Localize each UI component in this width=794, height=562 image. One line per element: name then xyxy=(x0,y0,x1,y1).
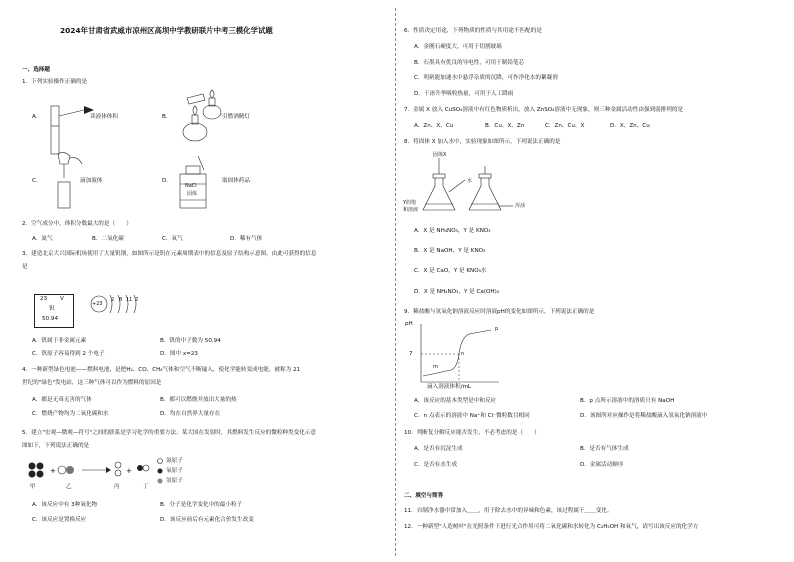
q3-stem-line-2: 是 xyxy=(22,264,28,270)
q10-option-b: B．是否有气体生成 xyxy=(580,446,629,452)
q3-option-b: B．钒的中子数为 50.94 xyxy=(160,338,221,344)
q5-option-d: D．该反应前后有元素化合价发生改变 xyxy=(160,517,254,523)
section-heading-fill: 二、填空与简答 xyxy=(404,493,444,499)
q1-bottle-label-2: 固体 xyxy=(187,191,198,197)
q4-option-b: B．都可以燃烧并放出大量的热 xyxy=(160,397,237,403)
q3-nucleus-charge: +23 xyxy=(92,301,103,307)
q2-option-c: C．氧气 xyxy=(162,236,183,242)
q4-stem-line-2: 世纪的"绿色"发电站，这三种气体可以作为燃料的原因是 xyxy=(22,380,162,386)
q6-option-d: D．干冰升华吸收热量，可用于人工降雨 xyxy=(414,91,514,97)
q6-stem: 6．性质决定用途，下列物质的性质与其用途不匹配的是 xyxy=(404,28,542,34)
q9-point-p: p xyxy=(495,326,499,332)
q8-label-y-2: 和溶液 xyxy=(403,207,419,213)
q3-cell-number: 23 xyxy=(40,296,48,302)
q9-option-b: B．p 点所示溶液中的溶质只有 NaOH xyxy=(580,398,675,404)
q7-option-a: A．Zn、X、Cu xyxy=(414,123,454,129)
q10-option-c: C．是否有水生成 xyxy=(414,462,458,468)
q3-option-c: C．钒原子容易得到 2 个电子 xyxy=(32,351,105,357)
q8-stem: 8．将固体 X 加入水中，实验现象如图所示，下列说法正确的是 xyxy=(404,139,561,145)
q2-option-a: A．氮气 xyxy=(32,236,53,242)
q3-shell-3: 11 xyxy=(126,297,133,303)
q9-option-a: A．该反应的基本类型是中和反应 xyxy=(414,398,497,404)
q3-cell-name: 钒 xyxy=(49,306,55,312)
q9-option-d: D．该图所对应操作是将稀盐酸滴入氢氧化钠溶液中 xyxy=(580,413,708,419)
q2-option-b: B．二氧化碳 xyxy=(92,236,124,242)
q9-y-tick-7: 7 xyxy=(409,351,413,357)
q4-option-d: D．均在自然界大量存在 xyxy=(160,411,221,417)
q1-option-c-text: 滴加液体 xyxy=(80,178,103,184)
q8-option-a: A．X 是 NH₄NO₃，Y 是 KNO₃ xyxy=(414,228,491,234)
q8-option-c: C．X 是 CaO，Y 是 KNO₃水 xyxy=(414,268,487,274)
q5-label-ding: 丁 xyxy=(143,484,149,490)
q1-stem: 1．下列实验操作正确的是 xyxy=(22,79,88,85)
q6-option-c: C．明矾能加速水中悬浮杂质的沉降，可作净化水的絮凝剂 xyxy=(414,75,558,81)
q8-label-solid: 固体X xyxy=(433,152,447,158)
q5-legend-1: 氮原子 xyxy=(166,458,183,464)
q1-option-b-text: 引燃酒精灯 xyxy=(222,114,250,120)
q3-shell-2: 8 xyxy=(119,297,123,303)
q5-legend-markers xyxy=(156,458,166,488)
q4-option-c: C．燃烧产物均为二氧化碳和水 xyxy=(32,411,109,417)
q3-shell-1: 2 xyxy=(111,297,115,303)
q5-legend-2: 氧原子 xyxy=(166,468,183,474)
q7-option-d: D．X、Zn、Cu xyxy=(610,123,650,129)
q5-label-yi: 乙 xyxy=(66,484,72,490)
q5-stem-line-2: 图如下，下列说法正确的是 xyxy=(22,443,90,449)
q4-option-a: A．都是无毒无害的气体 xyxy=(32,397,92,403)
q8-option-d: D．X 是 NH₄NO₃，Y 是 Ca(OH)₂ xyxy=(414,289,500,295)
q10-stem: 10．判断复分解反应能否发生，不必考虑的是（ ） xyxy=(404,430,540,436)
q11-text: 11．自制净水器中常加入＿＿，用于除去水中的异味和色素，该过程属于＿＿变化。 xyxy=(404,508,613,514)
q8-experiment-diagram xyxy=(409,150,549,216)
q5-reaction-diagram xyxy=(26,458,156,484)
q9-stem: 9．稀盐酸与氢氧化钠溶液反应时溶液pH的变化如图所示，下列说法正确的是 xyxy=(404,309,595,315)
q3-option-a: A．钒属于非金属元素 xyxy=(32,338,87,344)
q6-option-a: A．金刚石硬度大，可用于切割玻璃 xyxy=(414,44,502,50)
q5-option-c: C．该反应是置换反应 xyxy=(32,517,87,523)
q1-option-a-letter: A． xyxy=(32,114,42,120)
page-title: 2024年甘肃省武威市凉州区高坝中学教研联片中考三模化学试题 xyxy=(60,26,273,35)
q8-label-y-1: Y的饱 xyxy=(403,200,417,206)
q7-stem: 7．金属 X 放入 CuSO₄溶液中有红色物质析出，放入 ZnSO₄溶液中无现象，则三种金属活动性由强到弱排列的是 xyxy=(404,107,684,113)
q1-bottle-label-1: NaCl xyxy=(185,183,197,189)
q5-option-a: A．该反应中有 3种氧化物 xyxy=(32,502,98,508)
q6-option-b: B．石墨具有优良的导电性，可用于制铅笔芯 xyxy=(414,60,525,66)
q9-ph-curve-chart xyxy=(411,320,501,386)
q9-point-n: n xyxy=(461,351,465,357)
q5-option-b: B．分子是化学变化中的最小粒子 xyxy=(160,502,243,508)
q9-x-axis-label: 滴入溶液体积/mL xyxy=(427,384,472,390)
q8-label-turbid: 浑浊 xyxy=(515,203,526,209)
q5-legend-3: 氢原子 xyxy=(166,478,183,484)
q3-cell-mass: 50.94 xyxy=(42,316,59,322)
q3-option-d: D．图中 x=23 xyxy=(160,351,198,357)
q9-option-c: C．n 点表示的溶液中 Na⁺和 Cl⁻微粒数目相同 xyxy=(414,413,530,419)
q9-point-m: m xyxy=(433,364,438,370)
q10-option-a: A．是否有沉淀生成 xyxy=(414,446,463,452)
q3-cell-symbol: V xyxy=(60,296,64,302)
section-heading-choice: 一、选择题 xyxy=(22,67,50,73)
column-divider xyxy=(395,8,396,556)
q3-shell-4: 2 xyxy=(135,297,139,303)
q1-option-d-letter: D． xyxy=(162,178,172,184)
q7-option-b: B．Cu、X、Zn xyxy=(485,123,525,129)
q1-option-c-letter: C． xyxy=(32,178,42,184)
q4-stem-line-1: 4．一种新型绿色电池——燃料电池，是把H₂、CO、CH₄气体和空气不断输入，使化学能转变成电能，被称为 21 xyxy=(22,367,301,373)
q3-stem-line-1: 3．建造北京大兴国际机场使用了大量钒钢，如图所示是钒在元素周期表中的信息及原子结构示意图，由此可获得的信息 xyxy=(22,251,317,257)
q2-stem: 2．空气成分中，体积分数最大的是（ ） xyxy=(22,221,132,227)
q8-label-water: 水 xyxy=(467,178,473,184)
q12-text: 12．一种新型"人造树叶"在光照条件下进行光合作用可将二氧化碳和水转化为 C₂H₅OH 和氧气，请写出该反应的化学方 xyxy=(404,524,699,530)
q5-stem-line-1: 5．建立"宏观—微观—符号"之间的联系是学习化学的重要方法。某大国在发射时，其燃料发生反应的微粒种类变化示意 xyxy=(22,430,316,436)
svg-text:+: + xyxy=(126,467,132,475)
q10-option-d: D．金属活动顺序 xyxy=(580,462,624,468)
q5-label-bing: 丙 xyxy=(114,484,120,490)
q8-option-b: B．X 是 NaOH，Y 是 KNO₃ xyxy=(414,248,486,254)
q1-option-a-text: 读液体体积 xyxy=(90,114,118,120)
q2-option-d: D．稀有气体 xyxy=(230,236,263,242)
q5-label-jia: 甲 xyxy=(30,484,36,490)
svg-text:+: + xyxy=(50,467,56,475)
q7-option-c: C．Zn、Cu、X xyxy=(545,123,585,129)
q1-option-b-letter: B． xyxy=(162,114,172,120)
q1-figure-a xyxy=(48,96,98,156)
q9-y-axis-label: pH xyxy=(405,321,413,327)
q1-option-d-text: 取固体药品 xyxy=(222,178,250,184)
